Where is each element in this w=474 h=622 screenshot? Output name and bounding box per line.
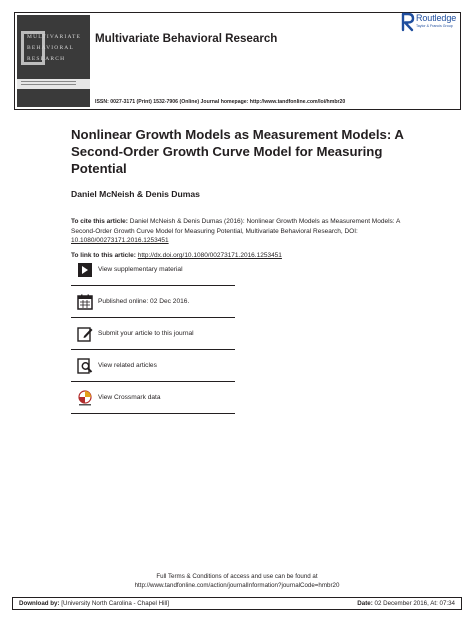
- date-value: 02 December 2016, At: 07:34: [374, 600, 455, 607]
- download-value: [University North Carolina - Chapel Hill]: [61, 600, 169, 607]
- supplementary-icon: [77, 262, 93, 278]
- supplementary-material-link[interactable]: [71, 254, 235, 286]
- edit-icon: [77, 326, 93, 342]
- cite-label: To cite this article:: [71, 218, 128, 225]
- cite-doi-link[interactable]: 10.1080/00273171.2016.1253451: [71, 237, 169, 244]
- issn-line[interactable]: ISSN: 0027-3171 (Print) 1532-7906 (Online) Journal homepage: http://www.tandfonline.com/loi/hmbr20: [95, 99, 346, 105]
- download-info-bar: [12, 597, 462, 610]
- link-label: View Crossmark data: [98, 394, 161, 401]
- citation-block: [71, 217, 411, 246]
- submit-article-link[interactable]: [71, 318, 235, 350]
- journal-header: [14, 12, 461, 110]
- article-doi-url[interactable]: http://dx.doi.org/10.1080/00273171.2016.1253451: [137, 252, 282, 259]
- journal-cover-image: [17, 15, 90, 107]
- download-label: Download by:: [19, 600, 60, 607]
- published-online-row: [71, 286, 235, 318]
- link-label: View supplementary material: [98, 266, 183, 273]
- related-articles-icon: [77, 358, 93, 374]
- publisher-tagline: Taylor & Francis Group: [416, 24, 453, 28]
- cite-text: Daniel McNeish & Denis Dumas (2016): Nonlinear Growth Models as Measurement Models: A Second-Order Growth Curve Model for Measuring Potential, Multivariate Behavioral Research, DOI:: [71, 218, 400, 235]
- link-label: Published online: 02 Dec 2016.: [98, 298, 190, 305]
- article-title: Nonlinear Growth Models as Measurement Models: A Second-Order Growth Curve Model for Measuring Potential: [71, 127, 404, 176]
- terms-url[interactable]: http://www.tandfonline.com/action/journalInformation?journalCode=hmbr20: [134, 581, 340, 589]
- crossmark-icon: [77, 390, 93, 406]
- link-label: View related articles: [98, 362, 157, 369]
- cover-title-line3: RESEARCH: [27, 56, 66, 62]
- publisher-name: Routledge: [416, 13, 457, 23]
- calendar-icon: [77, 294, 93, 310]
- date-label: Date:: [357, 600, 373, 607]
- routledge-logo-icon[interactable]: [398, 12, 418, 32]
- downloaded-by: [19, 600, 169, 607]
- journal-title[interactable]: Multivariate Behavioral Research: [95, 32, 278, 45]
- link-label: To link to this article:: [71, 252, 136, 259]
- terms-line1: Full Terms & Conditions of access and use can be found at: [156, 573, 318, 580]
- link-label: Submit your article to this journal: [98, 330, 194, 337]
- cover-title-line1: MULTIVARIATE: [27, 34, 82, 40]
- download-date: [357, 600, 455, 607]
- crossmark-link[interactable]: [71, 382, 235, 414]
- related-articles-link[interactable]: [71, 350, 235, 382]
- article-authors: Daniel McNeish & Denis Dumas: [71, 189, 200, 199]
- terms-notice: [0, 573, 474, 590]
- cover-title-line2: BEHAVIORAL: [27, 45, 75, 51]
- cover-band: [17, 79, 90, 89]
